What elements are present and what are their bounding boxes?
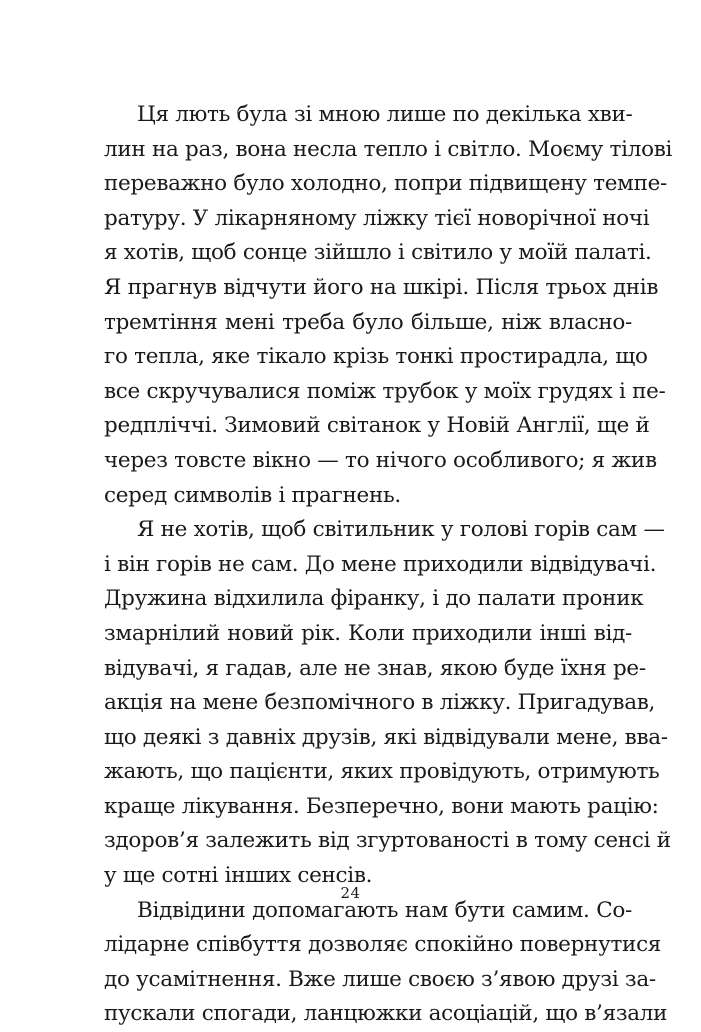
page-number: 24 <box>340 884 361 902</box>
text-line: переважно було холодно, попри підвищену темпе- <box>104 171 668 197</box>
text-line: редпліччі. Зимовий світанок у Новій Англії, ще й <box>104 413 650 439</box>
text-line: що деякі з давніх друзів, які відвідували мене, вва- <box>104 724 668 750</box>
text-line: лин на раз, вона несла тепло і світло. Моєму тілові <box>104 136 673 162</box>
text-line: через товсте вікно — то нічого особливого; я жив <box>104 447 657 473</box>
text-line: го тепла, яке тікало крізь тонкі простирадла, що <box>104 344 648 370</box>
text-line: я хотів, щоб сонце зійшло і світило у моїй палаті. <box>104 240 652 266</box>
text-line: Відвідини допомагають нам бути самим. Со- <box>137 897 632 923</box>
paragraph <box>104 98 673 513</box>
text-line: тремтіння мені треба було більше, ніж власно- <box>104 309 632 335</box>
text-line: і він горів не сам. До мене приходили відвідувачі. <box>104 551 657 577</box>
text-line: відувачі, я гадав, але не знав, якою буде їхня ре- <box>104 655 646 681</box>
text-line: пускали спогади, ланцюжки асоціацій, що в’язали <box>104 1001 668 1027</box>
paragraph <box>104 894 668 1032</box>
text-line: Ця лють була зі мною лише по декілька хви- <box>137 102 633 127</box>
text-line: ратуру. У лікарняному ліжку тієї новорічної ночі <box>104 205 650 231</box>
text-line: змарнілий новий рік. Коли приходили інші від- <box>104 620 632 646</box>
paragraph <box>104 513 671 894</box>
text-line: краще лікування. Безперечно, вони мають рацію: <box>104 793 659 819</box>
text-line: Я прагнув відчути його на шкірі. Після трьох днів <box>104 274 659 300</box>
text-line: Я не хотів, щоб світильник у голові горів сам — <box>137 517 665 543</box>
text-line: лідарне співбуття дозволяє спокійно повернутися <box>104 932 662 958</box>
text-line: жають, що пацієнти, яких провідують, отримують <box>104 759 660 785</box>
text-line: здоров’я залежить від згуртованості в тому сенсі й <box>104 828 671 854</box>
text-line: серед символів і прагнень. <box>104 482 401 508</box>
text-line: до усамітнення. Вже лише своєю з’явою друзі за- <box>104 966 656 992</box>
text-line: Дружина відхилила фіранку, і до палати проник <box>104 586 644 612</box>
text-line: все скручувалися поміж трубок у моїх грудях і пе- <box>104 378 666 404</box>
text-line: у ще сотні інших сенсів. <box>104 863 373 889</box>
text-line: акція на мене безпомічного в ліжку. Пригадував, <box>104 690 656 716</box>
